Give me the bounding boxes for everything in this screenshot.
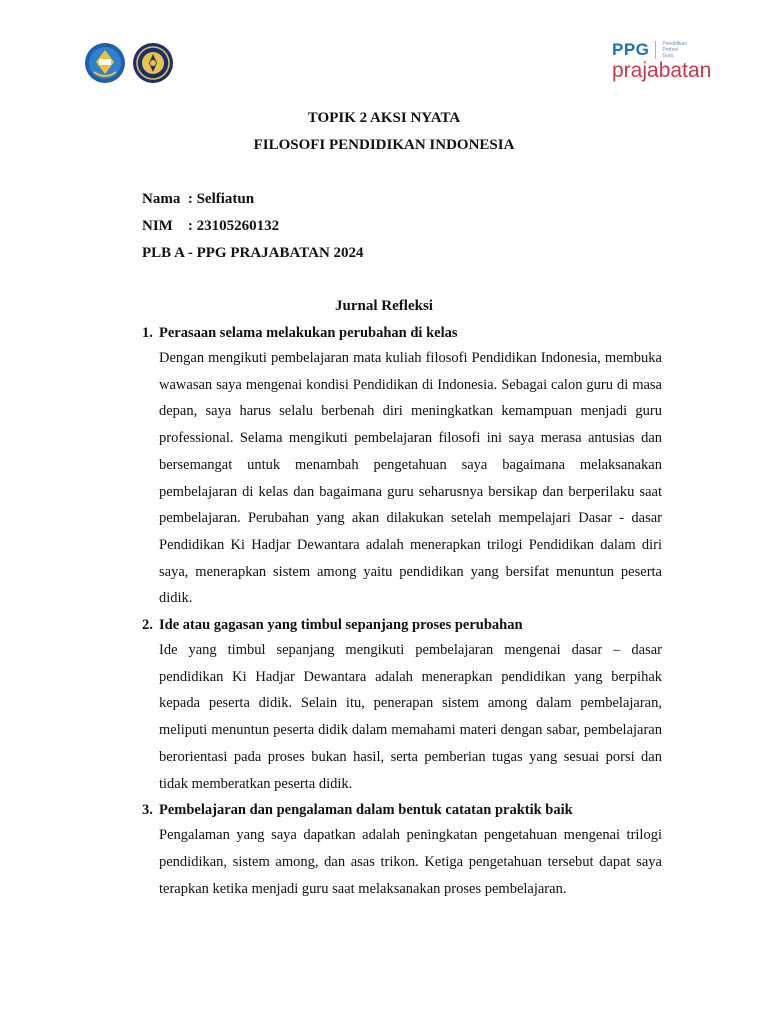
item-heading bbox=[142, 614, 662, 637]
item-body: Dengan mengikuti pembelajaran mata kuliah filosofi Pendidikan Indonesia, membuka wawasan saya mengenai kondisi Pendidikan di Indonesia. Sebagai calon guru di masa depan, saya harus selalu berbenah diri meningkatkan kemampuan menjadi guru professional. Selama mengikuti pembelajaran filosofi ini saya merasa antusias dan bersemangat untuk menambah pengetahuan saya bagaimana melaksanakan pembelajaran di kelas dan bagaimana guru seharusnya bersikap dan berperilaku saat pembelajaran. Perubahan yang akan dilakukan setelah mempelajari Dasar - dasar Pendidikan Ki Hadjar Dewantara adalah menerapkan trilogi Pendidikan dalam diri saya, menerapkan sistem among yaitu pendidikan yang bersifat menuntun peserta didik. bbox=[159, 350, 662, 607]
identity-block bbox=[142, 189, 364, 270]
university-seal-icon bbox=[132, 42, 174, 84]
header-logos bbox=[84, 42, 174, 84]
item-number: 2. bbox=[142, 617, 153, 634]
ppg-subtitle: Pendidikan Profesi Guru bbox=[662, 41, 688, 59]
item-heading-text: Pembelajaran dan pengalaman dalam bentuk catatan praktik baik bbox=[159, 802, 573, 819]
class-line: PLB A - PPG PRAJABATAN 2024 bbox=[142, 245, 364, 261]
name-line: Nama : Selfiatun bbox=[142, 191, 255, 207]
section-title: Jurnal Refleksi bbox=[335, 298, 433, 314]
ppg-divider bbox=[655, 41, 656, 59]
item-number: 3. bbox=[142, 802, 153, 819]
list-item bbox=[142, 799, 662, 902]
ppg-mark: PPG bbox=[612, 40, 650, 59]
list-item bbox=[142, 614, 662, 797]
reflection-list bbox=[142, 322, 662, 904]
ppg-wordmark: prajabatan bbox=[612, 59, 712, 82]
nim-line: NIM : 23105260132 bbox=[142, 218, 280, 234]
list-item bbox=[142, 322, 662, 612]
ppg-prajabatan-logo bbox=[612, 40, 722, 86]
item-heading bbox=[142, 799, 662, 822]
kemdikbud-logo-icon bbox=[84, 42, 126, 84]
item-heading bbox=[142, 322, 662, 345]
doc-title-line2: FILOSOFI PENDIDIKAN INDONESIA bbox=[253, 137, 515, 153]
doc-title-line1: TOPIK 2 AKSI NYATA bbox=[307, 110, 461, 126]
item-body: Ide yang timbul sepanjang mengikuti pembelajaran mengenai dasar – dasar pendidikan Ki Hadjar Dewantara adalah menerapkan pendidikan yang berpihak kepada peserta didik. Selain itu, penerapan sistem among dalam pembelajaran, meliputi menuntun peserta didik dalam memahami materi dengan sabar, pembelajaran berorientasi pada proses bukan hasil, serta pemberian tugas yang sesuai porsi dan tidak memberatkan peserta didik. bbox=[159, 642, 662, 792]
item-number: 1. bbox=[142, 325, 153, 341]
item-heading-text: Ide atau gagasan yang timbul sepanjang proses perubahan bbox=[159, 617, 523, 634]
item-heading-text: Perasaan selama melakukan perubahan di kelas bbox=[159, 325, 458, 341]
item-body: Pengalaman yang saya dapatkan adalah peningkatan pengetahuan mengenai trilogi pendidikan, sistem among, dan asas trikon. Ketiga pengetahuan tersebut dapat saya terapkan ketika menjadi guru saat melaksanakan proses pembelajaran. bbox=[159, 827, 662, 897]
